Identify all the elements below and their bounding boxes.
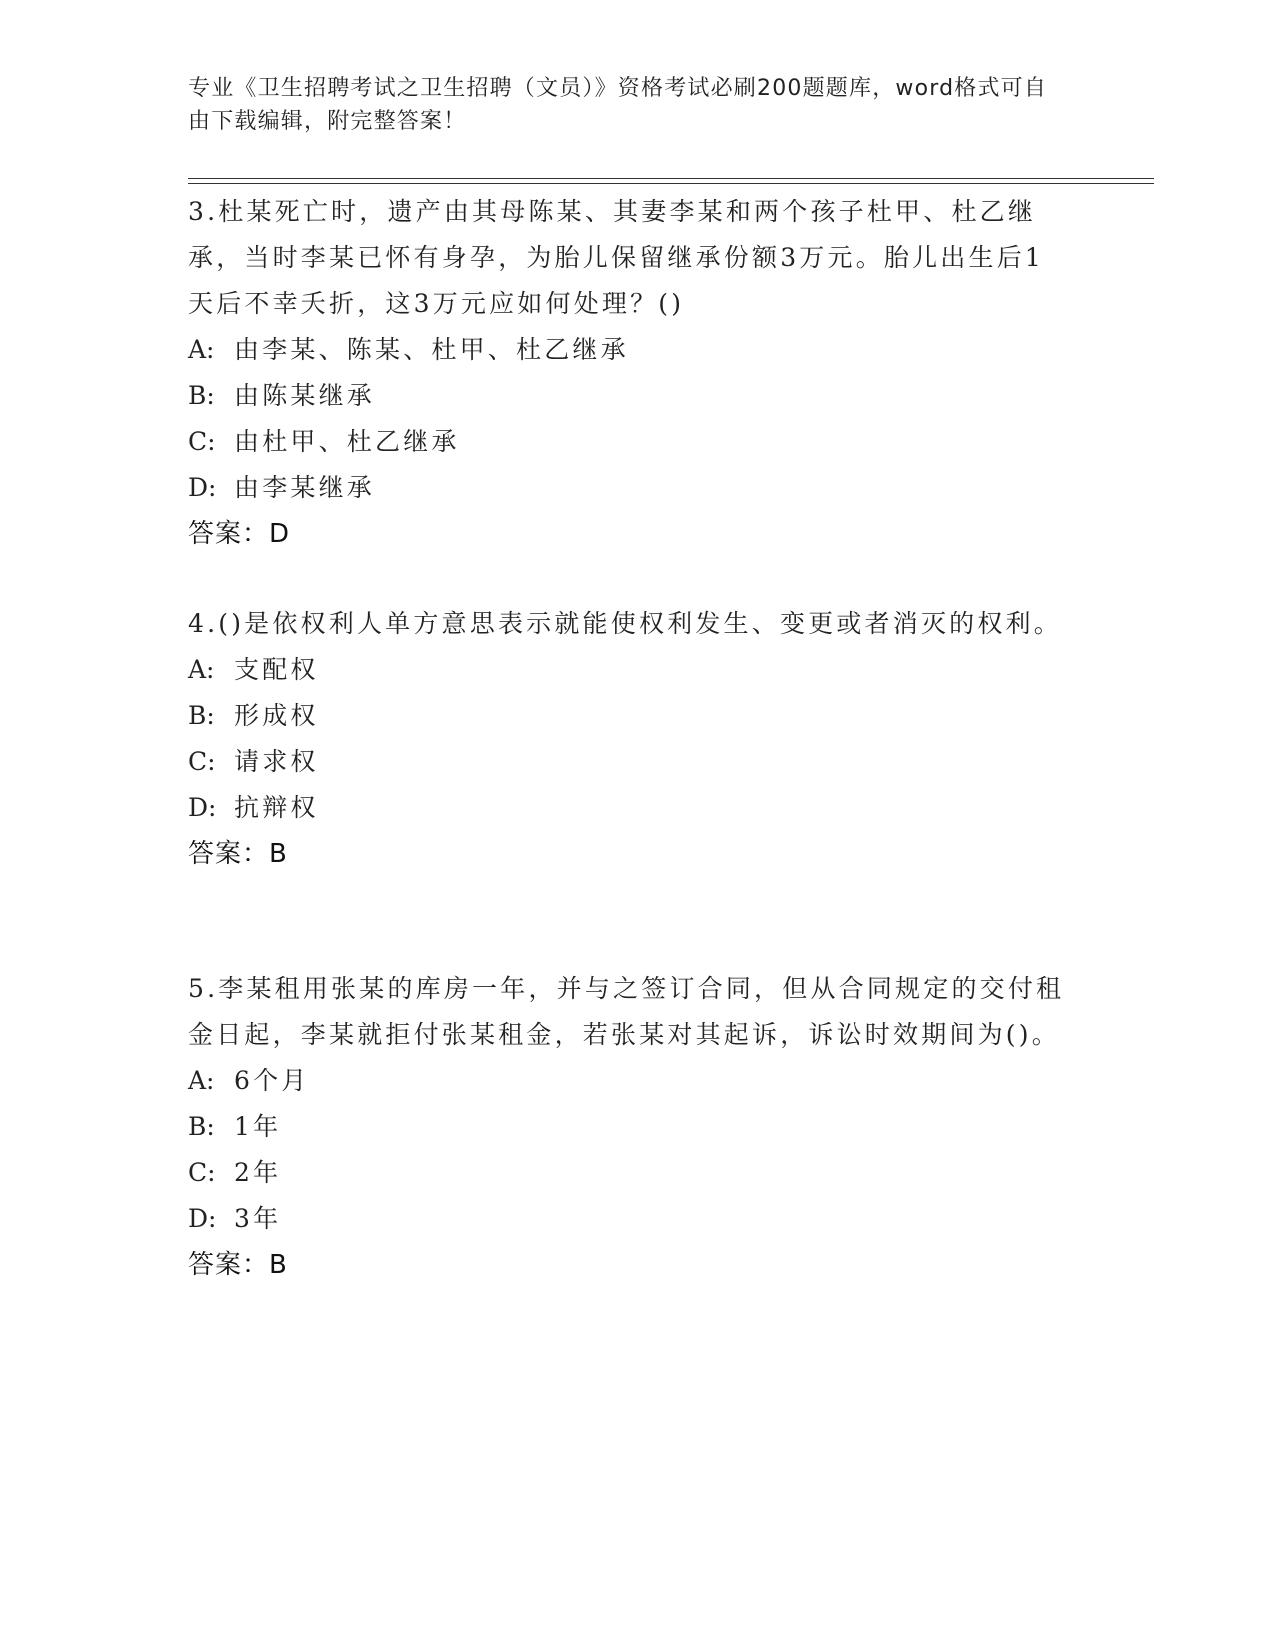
question-4 [188, 601, 1068, 877]
option-text: 抗辩权 [234, 793, 319, 822]
answer-line: 答案：B [188, 839, 288, 869]
document-header: 专业《卫生招聘考试之卫生招聘（文员）》资格考试必刷200题题库，word格式可自由下载编辑，附完整答案！ [188, 76, 1048, 134]
option-text: 6个月 [234, 1066, 310, 1095]
question-5 [188, 966, 1068, 1288]
option-a [188, 327, 1068, 373]
option-letter: B: [188, 701, 215, 730]
option-letter: C: [188, 747, 216, 776]
option-letter: C: [188, 427, 216, 456]
header-divider-bottom [188, 183, 1154, 184]
question-3 [188, 189, 1068, 557]
option-text: 2年 [234, 1158, 282, 1187]
option-letter: C: [188, 1158, 216, 1187]
option-letter: D: [188, 793, 217, 822]
option-letter: B: [188, 1112, 215, 1141]
question-stem: 4.()是依权利人单方意思表示就能使权利发生、变更或者消灭的权利。 [188, 609, 1062, 638]
option-letter: D: [188, 1204, 217, 1233]
answer-line: 答案：B [188, 1250, 288, 1280]
option-letter: A: [188, 1066, 215, 1095]
option-text: 3年 [234, 1204, 282, 1233]
option-d [188, 465, 1068, 511]
option-text: 形成权 [234, 701, 319, 730]
option-text: 由杜甲、杜乙继承 [234, 427, 460, 456]
option-letter: B: [188, 381, 215, 410]
answer-line: 答案：D [188, 519, 291, 549]
option-b [188, 1104, 1068, 1150]
question-stem: 3.杜某死亡时，遗产由其母陈某、其妻李某和两个孩子杜甲、杜乙继承，当时李某已怀有身孕，为胎儿保留继承份额3万元。胎儿出生后1天后不幸夭折，这3万元应如何处理？() [188, 197, 1045, 318]
option-text: 1年 [234, 1112, 282, 1141]
option-a [188, 647, 1068, 693]
option-c [188, 739, 1068, 785]
option-text: 由李某、陈某、杜甲、杜乙继承 [234, 335, 629, 364]
option-letter: A: [188, 335, 215, 364]
option-letter: D: [188, 473, 217, 502]
option-b [188, 693, 1068, 739]
option-a [188, 1058, 1068, 1104]
option-c [188, 1150, 1068, 1196]
option-text: 由陈某继承 [234, 381, 376, 410]
header-divider-top [188, 178, 1154, 179]
option-letter: A: [188, 655, 215, 684]
option-text: 请求权 [234, 747, 319, 776]
option-b [188, 373, 1068, 419]
option-c [188, 419, 1068, 465]
option-text: 支配权 [234, 655, 319, 684]
option-d [188, 1196, 1068, 1242]
option-text: 由李某继承 [234, 473, 376, 502]
option-d [188, 785, 1068, 831]
question-stem: 5.李某租用张某的库房一年，并与之签订合同，但从合同规定的交付租金日起，李某就拒付张某租金，若张某对其起诉，诉讼时效期间为()。 [188, 974, 1065, 1049]
